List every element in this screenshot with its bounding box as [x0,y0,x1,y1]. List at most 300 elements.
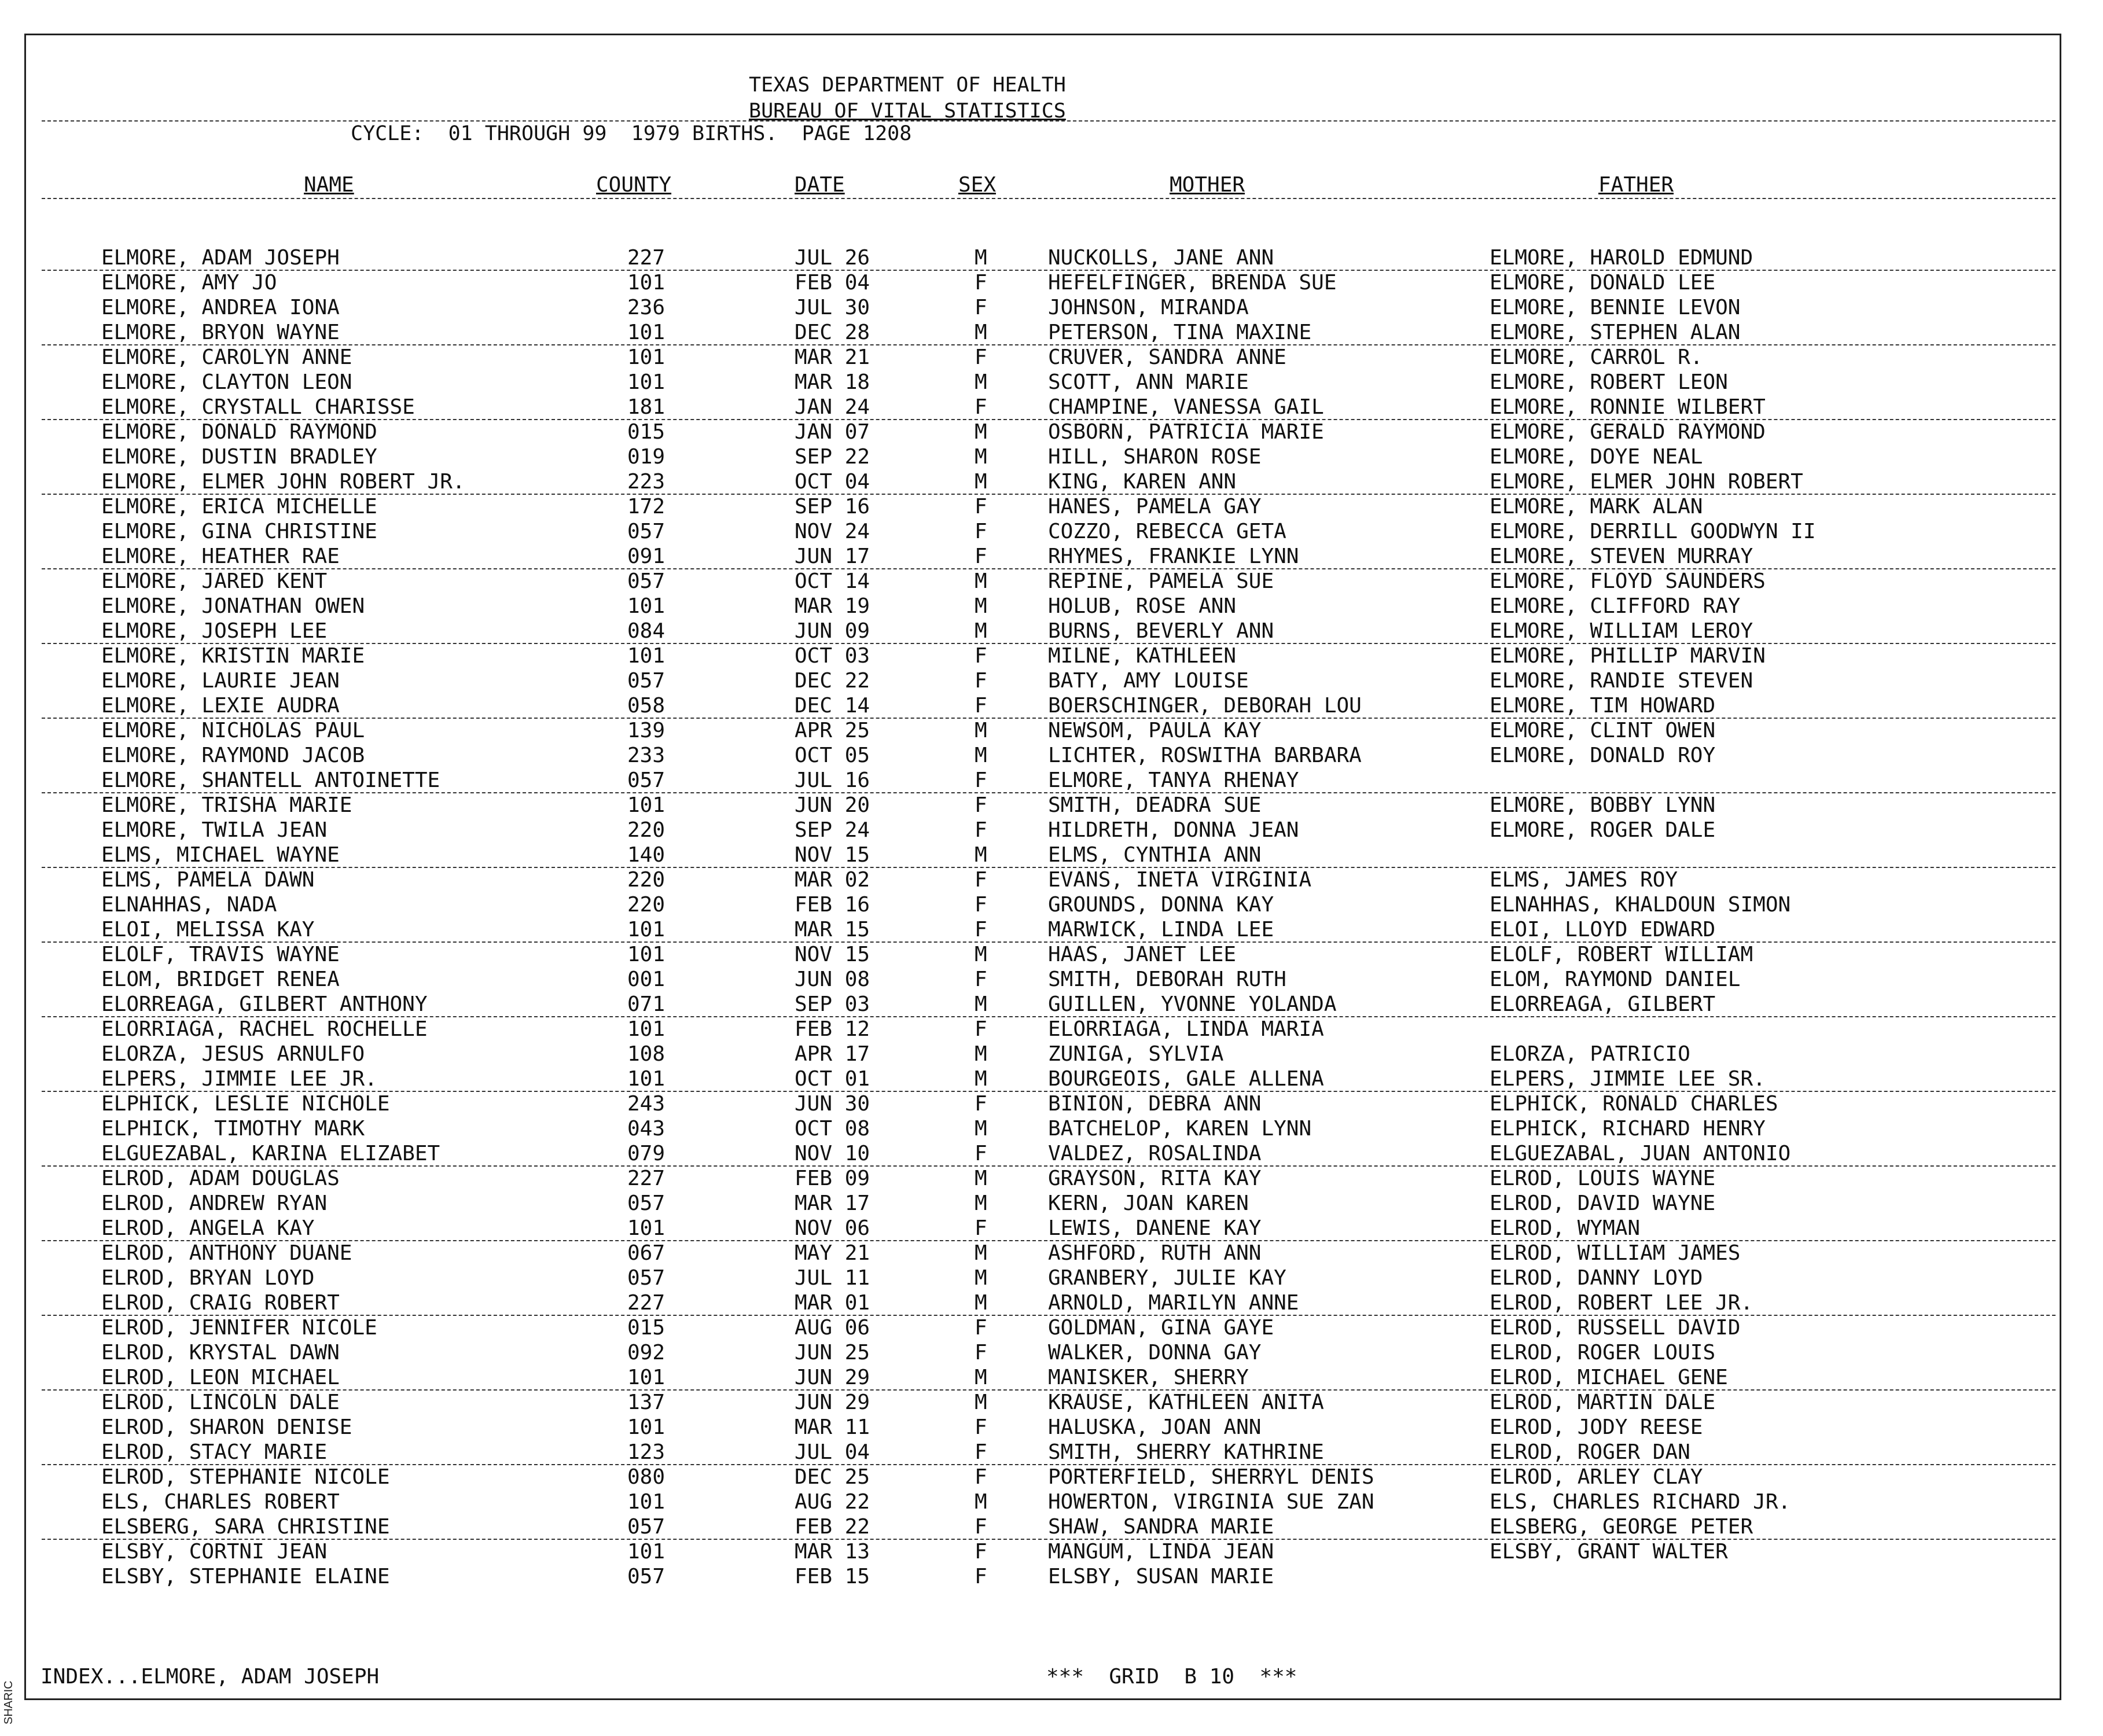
cell-sex: M [975,1266,987,1290]
cell-father: ELMORE, WILLIAM LEROY [1490,619,1753,643]
cell-father: ELROD, WYMAN [1490,1216,1641,1240]
cell-sex: F [975,918,987,941]
table-row [0,795,2103,820]
cell-sex: F [975,271,987,295]
cell-name: ELMORE, GINA CHRISTINE [101,520,377,543]
cell-mother: WALKER, DONNA GAY [1048,1341,1262,1364]
cell-date: SEP 22 [795,445,870,469]
cell-name: ELMORE, DUSTIN BRADLEY [101,445,377,469]
cell-date: AUG 22 [795,1490,870,1514]
cell-mother: ARNOLD, MARILYN ANNE [1048,1291,1299,1315]
cell-mother: BATY, AMY LOUISE [1048,669,1249,693]
cell-name: ELMORE, KRISTIN MARIE [101,644,365,668]
cell-sex: M [975,1291,987,1315]
cell-date: MAR 19 [795,594,870,618]
cell-sex: F [975,520,987,543]
cell-county: 140 [627,843,666,867]
table-row [0,745,2103,770]
cell-county: 084 [627,619,666,643]
cell-county: 220 [627,893,666,917]
cell-name: ELMORE, JARED KENT [101,569,328,593]
cell-county: 057 [627,1515,666,1539]
table-row [0,496,2103,521]
cell-mother: GRANBERY, JULIE KAY [1048,1266,1286,1290]
cell-county: 220 [627,868,666,892]
cell-date: JAN 24 [795,395,870,419]
table-row [0,671,2103,696]
cell-sex: F [975,1316,987,1340]
cell-sex: F [975,345,987,369]
cell-name: ELMORE, TWILA JEAN [101,818,328,842]
cell-county: 092 [627,1341,666,1364]
table-row [0,322,2103,347]
cell-mother: NEWSOM, PAULA KAY [1048,719,1262,742]
cell-date: MAR 11 [795,1415,870,1439]
cell-name: ELORREAGA, GILBERT ANTHONY [101,992,428,1016]
cell-county: 071 [627,992,666,1016]
table-row [0,944,2103,969]
cell-father: ELORREAGA, GILBERT [1490,992,1716,1016]
cell-county: 057 [627,1565,666,1588]
cell-mother: HANES, PAMELA GAY [1048,495,1262,518]
column-header-mother: MOTHER [1170,173,1245,197]
cell-name: ELPHICK, LESLIE NICHOLE [101,1092,390,1116]
cell-county: 101 [627,1067,666,1091]
cell-county: 233 [627,744,666,767]
cell-mother: GOLDMAN, GINA GAYE [1048,1316,1274,1340]
table-row [0,1069,2103,1094]
cell-name: ELMORE, SHANTELL ANTOINETTE [101,768,440,792]
cell-county: 101 [627,1540,666,1564]
cell-date: JAN 07 [795,420,870,444]
cell-date: NOV 15 [795,843,870,867]
cell-father: ELNAHHAS, KHALDOUN SIMON [1490,893,1791,917]
table-row [0,447,2103,472]
index-label: INDEX...ELMORE, ADAM JOSEPH [41,1665,380,1689]
cell-name: ELROD, STACY MARIE [101,1440,328,1464]
cell-mother: KING, KAREN ANN [1048,470,1237,494]
cell-father: ELROD, LOUIS WAYNE [1490,1167,1716,1190]
cell-mother: ELMS, CYNTHIA ANN [1048,843,1262,867]
cell-date: OCT 08 [795,1117,870,1141]
cell-mother: EVANS, INETA VIRGINIA [1048,868,1312,892]
cell-mother: OSBORN, PATRICIA MARIE [1048,420,1324,444]
cell-name: ELMORE, NICHOLAS PAUL [101,719,365,742]
cell-sex: F [975,818,987,842]
cell-county: 101 [627,644,666,668]
cell-county: 057 [627,1266,666,1290]
cell-sex: M [975,1366,987,1389]
cell-date: MAR 18 [795,370,870,394]
column-header-date: DATE [795,173,845,197]
cell-father: ELS, CHARLES RICHARD JR. [1490,1490,1791,1514]
cell-county: 057 [627,669,666,693]
cell-date: OCT 03 [795,644,870,668]
cell-name: ELMORE, LAURIE JEAN [101,669,340,693]
cell-father: ELMORE, DERRILL GOODWYN II [1490,520,1816,543]
table-row [0,1542,2103,1566]
cell-sex: F [975,1216,987,1240]
cell-sex: F [975,1515,987,1539]
cell-mother: SMITH, DEBORAH RUTH [1048,968,1286,991]
cell-sex: F [975,768,987,792]
cell-sex: M [975,470,987,494]
cell-father: ELROD, DAVID WAYNE [1490,1191,1716,1215]
cell-name: ELS, CHARLES ROBERT [101,1490,340,1514]
cell-date: APR 17 [795,1042,870,1066]
table-row [0,1119,2103,1143]
table-row [0,1218,2103,1243]
table-row [0,969,2103,994]
cell-father: ELROD, WILLIAM JAMES [1490,1241,1741,1265]
cell-sex: F [975,793,987,817]
cell-date: JUL 26 [795,246,870,270]
cell-date: JUN 20 [795,793,870,817]
cell-father: ELMORE, DONALD LEE [1490,271,1716,295]
cell-father: ELMORE, ROBERT LEON [1490,370,1728,394]
cell-date: FEB 12 [795,1017,870,1041]
cell-mother: HILDRETH, DONNA JEAN [1048,818,1299,842]
cell-name: ELROD, SHARON DENISE [101,1415,352,1439]
table-row [0,1268,2103,1293]
table-row [0,1143,2103,1168]
cell-mother: HAAS, JANET LEE [1048,943,1237,966]
cell-sex: F [975,395,987,419]
cell-county: 101 [627,1017,666,1041]
cell-mother: HALUSKA, JOAN ANN [1048,1415,1262,1439]
cell-date: OCT 04 [795,470,870,494]
cell-father: ELOLF, ROBERT WILLIAM [1490,943,1753,966]
table-row [0,1318,2103,1343]
cell-name: ELMORE, TRISHA MARIE [101,793,352,817]
cell-county: 101 [627,271,666,295]
cell-name: ELMS, PAMELA DAWN [101,868,315,892]
cell-father: ELOI, LLOYD EDWARD [1490,918,1716,941]
column-header-county: COUNTY [596,173,672,197]
cell-sex: F [975,495,987,518]
cell-sex: M [975,943,987,966]
cell-father: ELMORE, MARK ALAN [1490,495,1703,518]
cell-sex: M [975,843,987,867]
cell-mother: CHAMPINE, VANESSA GAIL [1048,395,1324,419]
cell-county: 015 [627,420,666,444]
cell-date: NOV 10 [795,1142,870,1165]
cell-mother: REPINE, PAMELA SUE [1048,569,1274,593]
cell-date: OCT 05 [795,744,870,767]
cell-sex: M [975,1490,987,1514]
cell-county: 227 [627,1291,666,1315]
cell-date: JUL 30 [795,296,870,319]
cell-name: ELROD, ANTHONY DUANE [101,1241,352,1265]
cell-mother: VALDEZ, ROSALINDA [1048,1142,1262,1165]
cell-name: ELROD, ANDREW RYAN [101,1191,328,1215]
table-row [0,546,2103,571]
cell-mother: BATCHELOP, KAREN LYNN [1048,1117,1312,1141]
cell-name: ELORRIAGA, RACHEL ROCHELLE [101,1017,428,1041]
cell-date: DEC 14 [795,694,870,718]
cell-sex: F [975,868,987,892]
cell-name: ELOI, MELISSA KAY [101,918,315,941]
cell-father: ELMORE, HAROLD EDMUND [1490,246,1753,270]
table-row [0,596,2103,621]
column-header-name: NAME [304,173,354,197]
cell-mother: SMITH, SHERRY KATHRINE [1048,1440,1324,1464]
cell-date: DEC 28 [795,321,870,344]
cell-date: SEP 24 [795,818,870,842]
cell-name: ELSBY, CORTNI JEAN [101,1540,328,1564]
cell-name: ELMORE, CAROLYN ANNE [101,345,352,369]
cell-date: OCT 14 [795,569,870,593]
cell-date: JUN 09 [795,619,870,643]
cell-mother: CRUVER, SANDRA ANNE [1048,345,1286,369]
cell-mother: MARWICK, LINDA LEE [1048,918,1274,941]
cell-father: ELPHICK, RICHARD HENRY [1490,1117,1766,1141]
cell-mother: LICHTER, ROSWITHA BARBARA [1048,744,1362,767]
cell-sex: F [975,1565,987,1588]
cell-father: ELMORE, TIM HOWARD [1490,694,1716,718]
cell-father: ELMORE, CARROL R. [1490,345,1703,369]
cell-mother: BOERSCHINGER, DEBORAH LOU [1048,694,1362,718]
cell-father: ELMORE, CLINT OWEN [1490,719,1716,742]
cell-county: 227 [627,1167,666,1190]
table-row [0,720,2103,745]
cell-county: 172 [627,495,666,518]
cell-county: 043 [627,1117,666,1141]
cell-sex: F [975,644,987,668]
cell-date: SEP 16 [795,495,870,518]
cell-name: ELMORE, LEXIE AUDRA [101,694,340,718]
cell-name: ELROD, STEPHANIE NICOLE [101,1465,390,1489]
cell-county: 101 [627,1216,666,1240]
cell-date: NOV 15 [795,943,870,966]
cell-sex: F [975,1341,987,1364]
table-row [0,1367,2103,1392]
table-row [0,820,2103,845]
cell-sex: F [975,545,987,568]
cell-name: ELROD, BRYAN LOYD [101,1266,315,1290]
cell-county: 101 [627,345,666,369]
cell-county: 220 [627,818,666,842]
cell-sex: F [975,1465,987,1489]
cell-father: ELROD, RUSSELL DAVID [1490,1316,1741,1340]
cell-father: ELMORE, DOYE NEAL [1490,445,1703,469]
table-row [0,920,2103,944]
cell-sex: F [975,1142,987,1165]
cell-mother: LEWIS, DANENE KAY [1048,1216,1262,1240]
cell-mother: KRAUSE, KATHLEEN ANITA [1048,1391,1324,1414]
bureau-title: BUREAU OF VITAL STATISTICS [749,100,1066,123]
cell-father: ELROD, MICHAEL GENE [1490,1366,1728,1389]
cell-sex: M [975,744,987,767]
cell-county: 101 [627,943,666,966]
cell-date: JUN 17 [795,545,870,568]
table-row [0,1094,2103,1119]
table-row [0,1442,2103,1467]
cell-sex: M [975,1191,987,1215]
cell-father: ELGUEZABAL, JUAN ANTONIO [1490,1142,1791,1165]
grid-label: *** GRID B 10 *** [1046,1665,1297,1689]
cell-mother: ELMORE, TANYA RHENAY [1048,768,1299,792]
cell-father: ELMORE, FLOYD SAUNDERS [1490,569,1766,593]
cell-date: FEB 16 [795,893,870,917]
cell-mother: JOHNSON, MIRANDA [1048,296,1249,319]
cell-father: ELROD, ROBERT LEE JR. [1490,1291,1753,1315]
cell-name: ELMORE, DONALD RAYMOND [101,420,377,444]
cell-mother: PETERSON, TINA MAXINE [1048,321,1312,344]
cell-sex: M [975,992,987,1016]
cell-county: 101 [627,1415,666,1439]
table-row [0,1467,2103,1492]
cell-father: ELMORE, RONNIE WILBERT [1490,395,1766,419]
cell-date: JUN 08 [795,968,870,991]
cell-mother: KERN, JOAN KAREN [1048,1191,1249,1215]
cell-name: ELMORE, CRYSTALL CHARISSE [101,395,415,419]
table-row [0,1168,2103,1193]
cell-father: ELROD, JODY REESE [1490,1415,1703,1439]
cell-name: ELMORE, JONATHAN OWEN [101,594,365,618]
table-row [0,1019,2103,1044]
cell-county: 067 [627,1241,666,1265]
cell-father: ELSBY, GRANT WALTER [1490,1540,1728,1564]
cell-county: 079 [627,1142,666,1165]
cell-mother: ZUNIGA, SYLVIA [1048,1042,1224,1066]
cell-county: 181 [627,395,666,419]
cell-name: ELMS, MICHAEL WAYNE [101,843,340,867]
cell-sex: M [975,1117,987,1141]
cell-mother: HOLUB, ROSE ANN [1048,594,1237,618]
cell-father: ELMORE, BENNIE LEVON [1490,296,1741,319]
cell-date: MAR 02 [795,868,870,892]
cell-sex: F [975,968,987,991]
cell-sex: M [975,569,987,593]
table-row [0,347,2103,372]
cell-mother: BINION, DEBRA ANN [1048,1092,1262,1116]
cell-mother: SHAW, SANDRA MARIE [1048,1515,1274,1539]
cell-father: ELROD, ROGER LOUIS [1490,1341,1716,1364]
cell-date: AUG 06 [795,1316,870,1340]
cell-sex: M [975,370,987,394]
table-row [0,397,2103,422]
table-row [0,1343,2103,1367]
table-row [0,1193,2103,1218]
cell-name: ELMORE, HEATHER RAE [101,545,340,568]
cell-mother: ASHFORD, RUTH ANN [1048,1241,1262,1265]
cell-date: FEB 09 [795,1167,870,1190]
cell-name: ELROD, ADAM DOUGLAS [101,1167,340,1190]
cell-date: JUN 29 [795,1366,870,1389]
table-row [0,472,2103,496]
cell-mother: ELORRIAGA, LINDA MARIA [1048,1017,1324,1041]
cell-date: JUN 30 [795,1092,870,1116]
cell-father: ELROD, DANNY LOYD [1490,1266,1703,1290]
cell-sex: M [975,246,987,270]
table-row [0,1566,2103,1591]
cell-sex: M [975,1042,987,1066]
cell-sex: M [975,619,987,643]
cell-county: 236 [627,296,666,319]
cell-name: ELMORE, ADAM JOSEPH [101,246,340,270]
cell-father: ELMORE, RANDIE STEVEN [1490,669,1753,693]
cell-name: ELMORE, JOSEPH LEE [101,619,328,643]
cell-sex: F [975,694,987,718]
cell-sex: M [975,420,987,444]
cell-date: MAR 13 [795,1540,870,1564]
cell-county: 227 [627,246,666,270]
cell-date: OCT 01 [795,1067,870,1091]
table-row [0,1492,2103,1517]
cell-mother: GROUNDS, DONNA KAY [1048,893,1274,917]
cell-date: FEB 15 [795,1565,870,1588]
cell-mother: HOWERTON, VIRGINIA SUE ZAN [1048,1490,1374,1514]
cell-name: ELROD, LINCOLN DALE [101,1391,340,1414]
cell-father: ELPERS, JIMMIE LEE SR. [1490,1067,1766,1091]
cell-father: ELMORE, GERALD RAYMOND [1490,420,1766,444]
cell-date: NOV 24 [795,520,870,543]
cell-sex: F [975,1440,987,1464]
cell-father: ELPHICK, RONALD CHARLES [1490,1092,1778,1116]
column-header-sex: SEX [958,173,997,197]
table-row [0,845,2103,870]
cell-father: ELMS, JAMES ROY [1490,868,1678,892]
cell-county: 101 [627,1366,666,1389]
cell-sex: F [975,1017,987,1041]
cell-date: MAR 21 [795,345,870,369]
cell-county: 243 [627,1092,666,1116]
cell-mother: SCOTT, ANN MARIE [1048,370,1249,394]
cell-date: JUN 29 [795,1391,870,1414]
table-row [0,994,2103,1019]
cell-father: ELMORE, STEVEN MURRAY [1490,545,1753,568]
table-row [0,372,2103,397]
cell-mother: NUCKOLLS, JANE ANN [1048,246,1274,270]
cell-mother: PORTERFIELD, SHERRYL DENIS [1048,1465,1374,1489]
table-row [0,1417,2103,1442]
cell-father: ELMORE, STEPHEN ALAN [1490,321,1741,344]
table-row [0,1243,2103,1268]
cell-name: ELPHICK, TIMOTHY MARK [101,1117,365,1141]
cell-county: 091 [627,545,666,568]
table-row [0,770,2103,795]
cell-date: MAR 17 [795,1191,870,1215]
cell-sex: M [975,1241,987,1265]
table-row [0,248,2103,273]
cell-sex: M [975,1391,987,1414]
cell-county: 080 [627,1465,666,1489]
cell-county: 139 [627,719,666,742]
cell-mother: MILNE, KATHLEEN [1048,644,1237,668]
table-row [0,273,2103,297]
table-row [0,521,2103,546]
cell-sex: M [975,321,987,344]
cell-name: ELOM, BRIDGET RENEA [101,968,340,991]
cell-father: ELMORE, ELMER JOHN ROBERT [1490,470,1803,494]
cell-name: ELROD, JENNIFER NICOLE [101,1316,377,1340]
table-row [0,696,2103,720]
cell-county: 137 [627,1391,666,1414]
table-row [0,621,2103,646]
cell-father: ELSBERG, GEORGE PETER [1490,1515,1753,1539]
cell-county: 101 [627,370,666,394]
cell-mother: MANGUM, LINDA JEAN [1048,1540,1274,1564]
cell-date: FEB 04 [795,271,870,295]
cell-date: JUL 11 [795,1266,870,1290]
cell-county: 101 [627,793,666,817]
cell-county: 108 [627,1042,666,1066]
cell-county: 101 [627,321,666,344]
cell-name: ELPERS, JIMMIE LEE JR. [101,1067,377,1091]
cell-county: 101 [627,1490,666,1514]
column-header-father: FATHER [1598,173,1674,197]
